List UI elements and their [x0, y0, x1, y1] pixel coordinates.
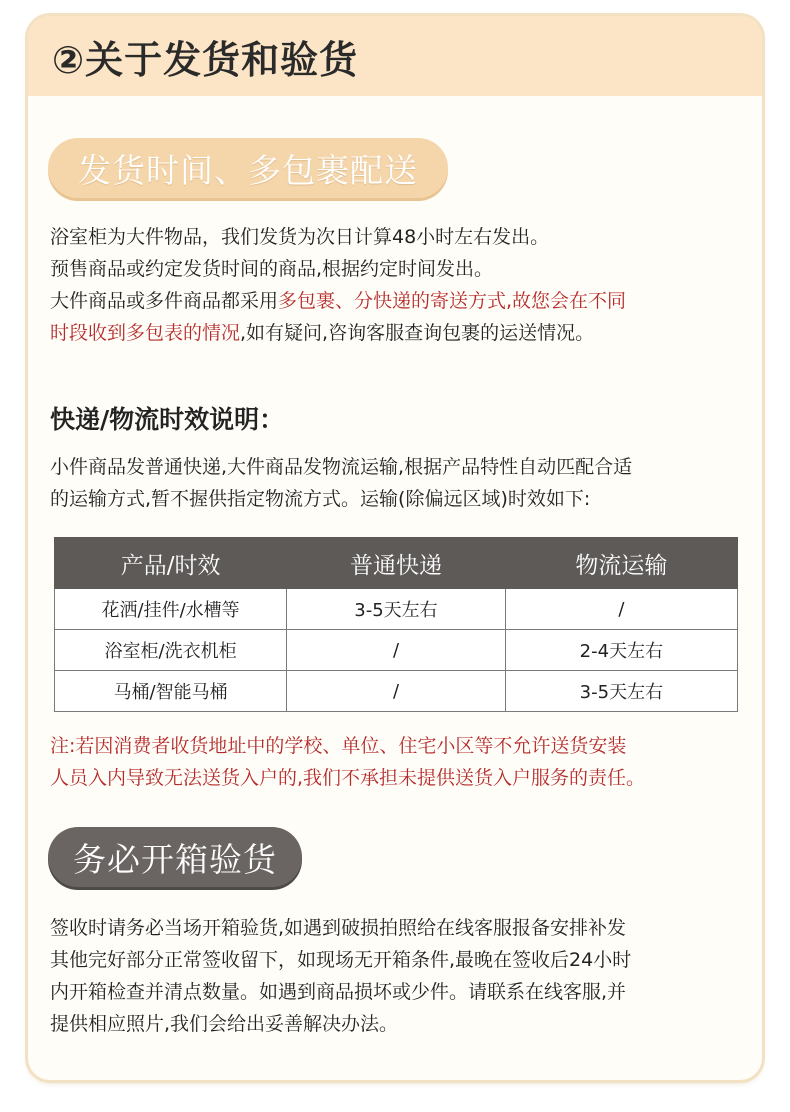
table-header-logistics: 物流运输: [505, 538, 737, 589]
shipping-line-3-prefix: 大件商品或多件商品都采用: [50, 290, 279, 312]
table-cell: /: [287, 630, 506, 671]
table-cell: 浴室柜/洗衣机柜: [55, 630, 287, 671]
shipping-line-1: 浴室柜为大件物品，我们发货为次日计算48小时左右发出。: [50, 226, 550, 248]
inspection-line-3: 内开箱检查并清点数量。如遇到商品损坏或少件。请联系在线客服,并: [50, 981, 627, 1003]
page-title: ②关于发货和验货: [52, 37, 359, 82]
table-header-product: 产品/时效: [55, 538, 287, 589]
inspection-line-2: 其他完好部分正常签收留下，如现场无开箱条件,最晚在签收后24小时: [50, 949, 632, 971]
note-line-1: 注:若因消费者收货地址中的学校、单位、住宅小区等不允许送货安装: [50, 735, 627, 757]
table-cell: 花洒/挂件/水槽等: [55, 589, 287, 630]
delivery-time-heading: 快递/物流时效说明：: [50, 405, 285, 434]
shipping-line-4: [50, 317, 750, 349]
shipping-line-2: 预售商品或约定发货时间的商品,根据约定时间发出。: [50, 258, 494, 280]
table-cell: 2-4天左右: [505, 630, 737, 671]
shipping-line-3: [50, 285, 750, 317]
inspection-line-1: 签收时请务必当场开箱验货,如遇到破损拍照给在线客服报备安排补发: [50, 917, 627, 939]
delivery-line-2: 的运输方式,暂不握供指定物流方式。运输(除偏远区域)时效如下:: [50, 488, 591, 510]
table-cell: 3-5天左右: [505, 671, 737, 712]
delivery-line-1: 小件商品发普通快递,大件商品发物流运输,根据产品特性自动匹配合适: [50, 456, 633, 478]
delivery-note: [50, 730, 760, 794]
section-label-shipping-time: 发货时间、多包裹配送: [48, 138, 448, 198]
delivery-time-table: [54, 537, 738, 712]
table-header-express: 普通快递: [287, 538, 506, 589]
table-row: [55, 671, 738, 712]
section-label-inspection: 务必开箱验货: [48, 827, 302, 887]
table-row: [55, 630, 738, 671]
table-cell: 3-5天左右: [287, 589, 506, 630]
table-cell: 马桶/智能马桶: [55, 671, 287, 712]
table-cell: /: [505, 589, 737, 630]
table-row: [55, 589, 738, 630]
inspection-paragraph: [50, 912, 750, 1040]
card-header: [28, 16, 762, 96]
shipping-line-4-highlight: 时段收到多包表的情况: [50, 322, 241, 344]
info-card: [28, 16, 762, 1080]
shipping-line-4-suffix: ,如有疑问,咨询客服查询包裹的运送情况。: [240, 322, 595, 344]
inspection-line-4: 提供相应照片,我们会给出妥善解决办法。: [50, 1013, 399, 1035]
delivery-paragraph: [50, 451, 750, 515]
table-header-row: [55, 538, 738, 589]
note-line-2: 人员入内导致无法送货入户的,我们不承担未提供送货入户服务的责任。: [50, 767, 646, 789]
table-cell: /: [287, 671, 506, 712]
shipping-line-3-highlight: 多包裹、分快递的寄送方式,故您会在不同: [278, 290, 627, 312]
shipping-paragraph: [50, 221, 750, 349]
